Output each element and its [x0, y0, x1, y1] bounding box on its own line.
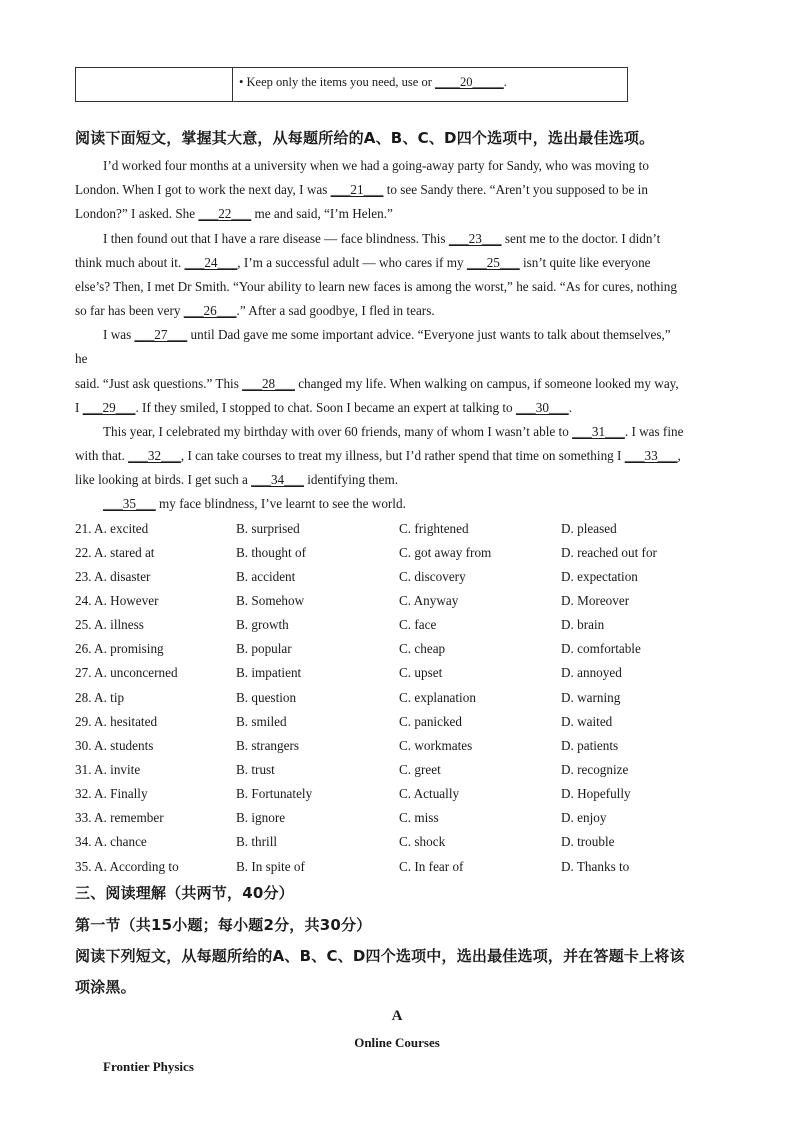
option-choice: C. Anyway	[399, 593, 459, 608]
option-row	[0, 859, 794, 879]
option-choice: D. waited	[561, 714, 613, 729]
cloze-instruction: 阅读下面短文，掌握其大意，从每题所给的A、B、C、D四个选项中，选出最佳选项。	[75, 129, 655, 147]
option-choice: B. ignore	[236, 810, 286, 825]
blank-23: ___23___	[448, 231, 502, 246]
option-choice: B. Somehow	[236, 593, 305, 608]
option-choice: 22. A. stared at	[75, 545, 155, 560]
option-choice: 35. A. According to	[75, 859, 179, 874]
option-choice: B. In spite of	[236, 859, 305, 874]
option-choice: C. shock	[399, 834, 446, 849]
passage-line: else’s? Then, I met Dr Smith. “Your ability to learn new faces is among the worst,” he said. “As for cures, nothing	[75, 279, 677, 294]
table-cell-empty	[76, 68, 233, 101]
option-choice: B. surprised	[236, 521, 300, 536]
option-row	[0, 762, 794, 782]
passage-line: think much about it. ___24___, I’m a successful adult — who cares if my ___25___ isn’t quite like everyone	[75, 255, 651, 270]
passage-line: This year, I celebrated my birthday with over 60 friends, many of whom I wasn’t able to ___31___. I was fine	[103, 424, 684, 439]
option-choice: D. pleased	[561, 521, 617, 536]
reading-instruction-cont: 项涂黑。	[75, 978, 136, 996]
option-choice: D. expectation	[561, 569, 638, 584]
blank-25: ___25___	[466, 255, 520, 270]
option-choice: B. thrill	[236, 834, 278, 849]
passage-line: I was ___27___ until Dad gave me some important advice. “Everyone just wants to talk about themselves,”	[103, 327, 671, 342]
option-choice: C. face	[399, 617, 437, 632]
part-title: Online Courses	[354, 1035, 440, 1050]
blank-30: ___30___	[515, 400, 569, 415]
option-choice: 25. A. illness	[75, 617, 144, 632]
option-choice: B. impatient	[236, 665, 302, 680]
option-row	[0, 690, 794, 710]
option-choice: C. explanation	[399, 690, 476, 705]
passage-line: he	[75, 351, 88, 366]
option-choice: D. reached out for	[561, 545, 657, 560]
option-choice: C. frightened	[399, 521, 469, 536]
blank-32: ___32___	[128, 448, 181, 463]
subhead: Frontier Physics	[103, 1059, 194, 1074]
option-choice: D. brain	[561, 617, 605, 632]
top-table	[75, 67, 628, 102]
option-choice: D. Moreover	[561, 593, 630, 608]
blank-27: ___27___	[134, 327, 188, 342]
option-choice: B. strangers	[236, 738, 299, 753]
blank-28: ___28___	[242, 376, 295, 391]
part-letter: A	[391, 1008, 403, 1024]
option-choice: D. trouble	[561, 834, 615, 849]
passage-line: I then found out that I have a rare disease — face blindness. This ___23___ sent me to the doctor. I didn’t	[103, 231, 661, 246]
blank-35: ___35___	[103, 496, 156, 511]
option-choice: 24. A. However	[75, 593, 159, 608]
option-choice: D. Thanks to	[561, 859, 630, 874]
option-choice: B. smiled	[236, 714, 287, 729]
passage-line: I ___29___. If they smiled, I stopped to chat. Soon I became an expert at talking to ___30___.	[75, 400, 572, 415]
option-choice: 30. A. students	[75, 738, 154, 753]
option-choice: C. In fear of	[399, 859, 464, 874]
option-row	[0, 545, 794, 565]
option-choice: C. discovery	[399, 569, 466, 584]
option-row	[0, 521, 794, 541]
option-choice: C. upset	[399, 665, 443, 680]
passage-line: so far has been very ___26___.” After a sad goodbye, I fled in tears.	[75, 303, 435, 318]
blank-26: ___26___	[183, 303, 237, 318]
passage-line: I’d worked four months at a university when we had a going-away party for Sandy, who was moving to	[103, 158, 649, 173]
option-choice: C. miss	[399, 810, 439, 825]
option-choice: 32. A. Finally	[75, 786, 148, 801]
option-choice: D. patients	[561, 738, 619, 753]
option-choice: B. trust	[236, 762, 275, 777]
passage-line: London?” I asked. She ___22___ me and said, “I’m Helen.”	[75, 206, 393, 221]
reading-instruction: 阅读下列短文，从每题所给的A、B、C、D四个选项中，选出最佳选项，并在答题卡上将该	[75, 947, 685, 965]
option-choice: B. question	[236, 690, 297, 705]
option-choice: 21. A. excited	[75, 521, 149, 536]
table-cell-bullet	[233, 68, 627, 101]
option-choice: D. recognize	[561, 762, 629, 777]
option-choice: D. enjoy	[561, 810, 607, 825]
section-subheading: 第一节（共15小题；每小题2分，共30分）	[75, 916, 372, 934]
option-choice: C. panicked	[399, 714, 462, 729]
option-choice: 26. A. promising	[75, 641, 164, 656]
option-row	[0, 617, 794, 637]
option-choice: B. accident	[236, 569, 296, 584]
option-row	[0, 593, 794, 613]
option-choice: B. thought of	[236, 545, 306, 560]
option-choice: 31. A. invite	[75, 762, 141, 777]
option-choice: C. cheap	[399, 641, 446, 656]
option-choice: C. greet	[399, 762, 441, 777]
option-row	[0, 569, 794, 589]
option-choice: 23. A. disaster	[75, 569, 151, 584]
passage-line: ___35___ my face blindness, I’ve learnt to see the world.	[103, 496, 406, 511]
option-choice: D. warning	[561, 690, 621, 705]
passage-line: like looking at birds. I get such a ___34___ identifying them.	[75, 472, 399, 487]
blank-31: ___31___	[572, 424, 625, 439]
option-choice: C. Actually	[399, 786, 460, 801]
bullet-tail: .	[503, 75, 507, 89]
blank-24: ___24___	[184, 255, 238, 270]
option-choice: 28. A. tip	[75, 690, 125, 705]
option-choice: B. popular	[236, 641, 292, 656]
option-choice: 34. A. chance	[75, 834, 147, 849]
option-choice: C. workmates	[399, 738, 473, 753]
blank-21: ___21___	[330, 182, 384, 197]
option-row	[0, 641, 794, 661]
option-row	[0, 714, 794, 734]
option-row	[0, 834, 794, 854]
blank-22: ___22___	[198, 206, 252, 221]
blank-34: ___34___	[251, 472, 304, 487]
blank-20: ____20_____	[435, 75, 504, 89]
option-row	[0, 786, 794, 806]
blank-29: ___29___	[82, 400, 136, 415]
option-choice: D. annoyed	[561, 665, 622, 680]
option-row	[0, 738, 794, 758]
passage-line: London. When I got to work the next day, I was ___21___ to see Sandy there. “Aren’t you supposed to be in	[75, 182, 648, 197]
option-choice: 27. A. unconcerned	[75, 665, 178, 680]
option-choice: D. Hopefully	[561, 786, 631, 801]
option-choice: 29. A. hesitated	[75, 714, 158, 729]
option-choice: B. growth	[236, 617, 289, 632]
passage-line: said. “Just ask questions.” This ___28___ changed my life. When walking on campus, if someone looked my way,	[75, 376, 679, 391]
option-choice: D. comfortable	[561, 641, 641, 656]
option-choice: C. got away from	[399, 545, 492, 560]
option-row	[0, 665, 794, 685]
passage-line: with that. ___32___, I can take courses to treat my illness, but I’d rather spend that time on something I ___33___,	[75, 448, 681, 463]
section-heading: 三、阅读理解（共两节，40分）	[75, 884, 294, 902]
blank-33: ___33___	[624, 448, 678, 463]
option-row	[0, 810, 794, 830]
option-choice: B. Fortunately	[236, 786, 313, 801]
option-choice: 33. A. remember	[75, 810, 164, 825]
bullet-text: • Keep only the items you need, use or	[239, 75, 435, 89]
